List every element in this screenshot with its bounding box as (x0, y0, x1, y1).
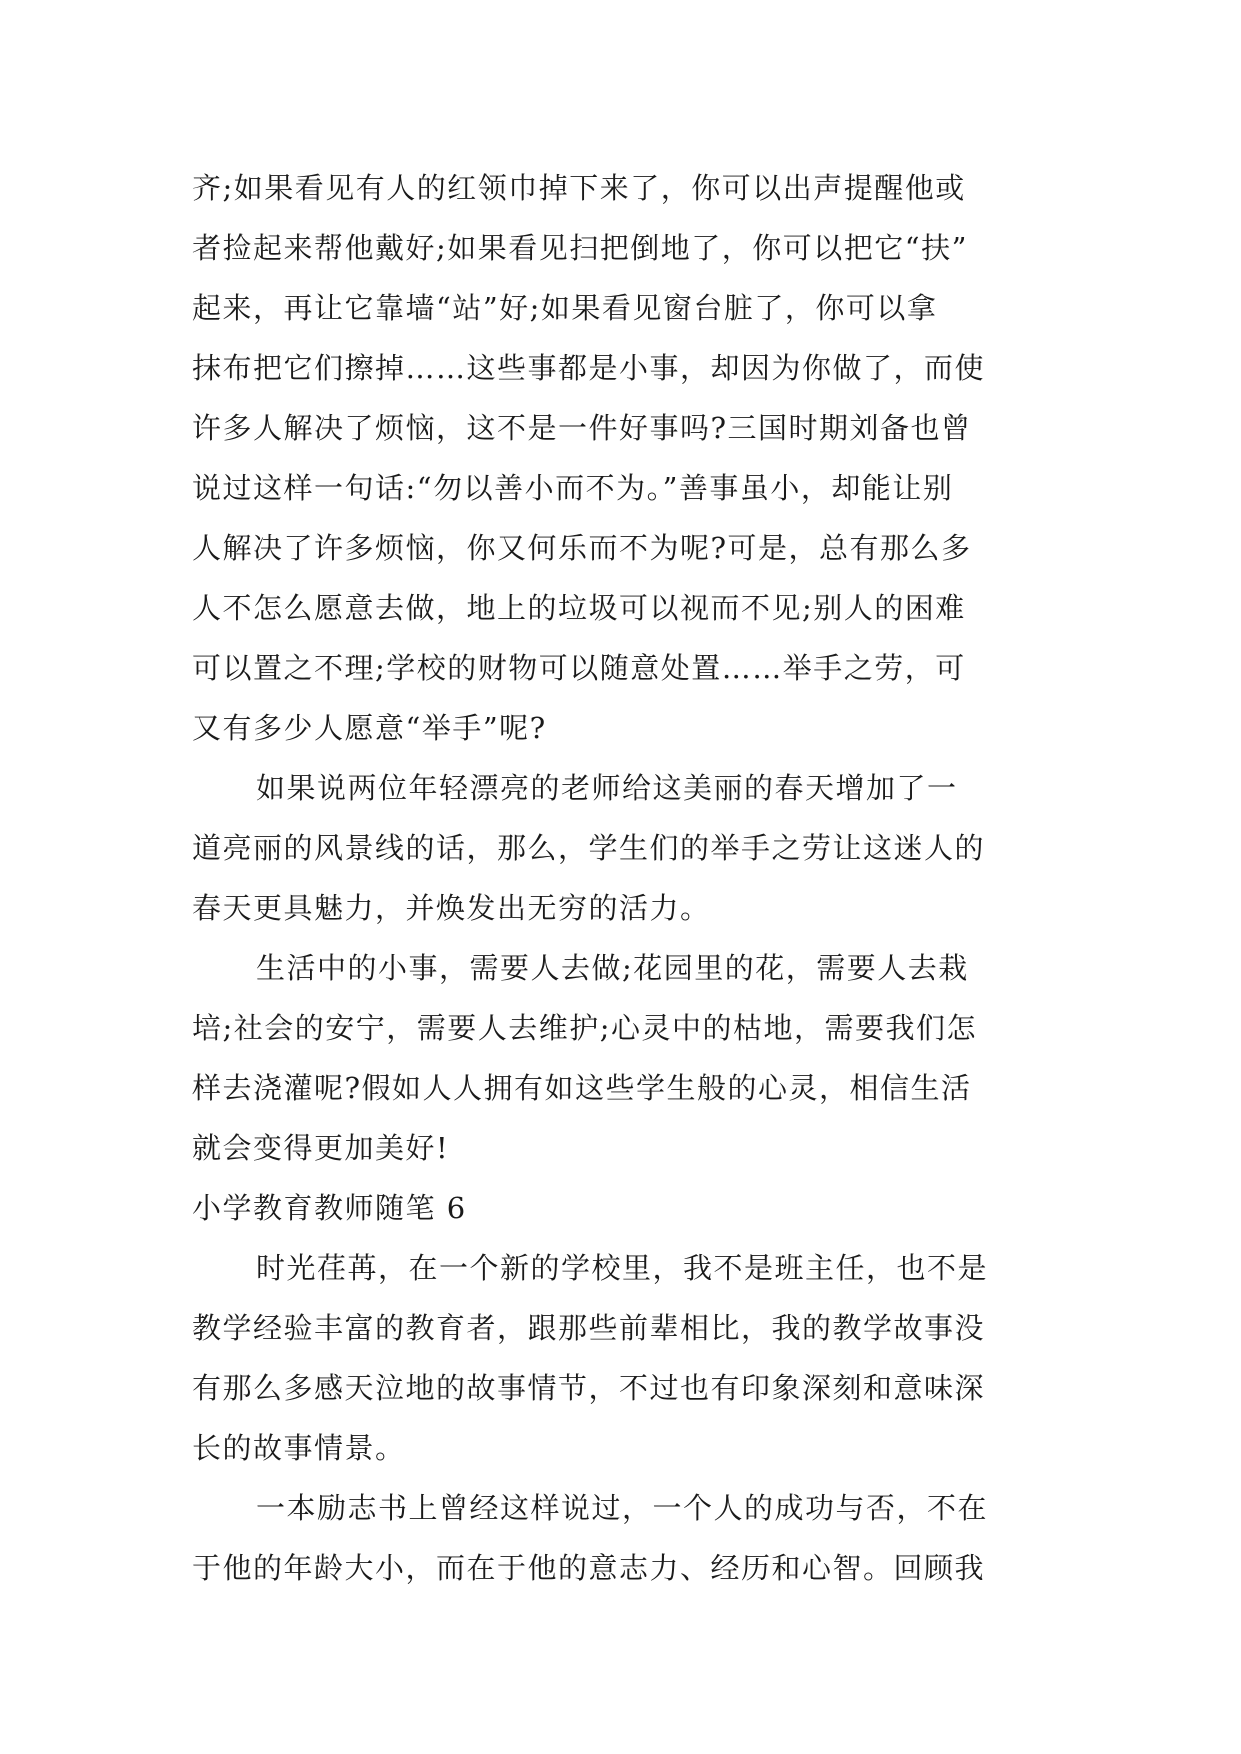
text-line: 抹布把它们擦掉……这些事都是小事，却因为你做了，而使 (192, 351, 986, 385)
text-line: 一本励志书上曾经这样说过，一个人的成功与否，不在 (256, 1491, 989, 1525)
section-heading: 小学教育教师随笔 6 (192, 1191, 467, 1225)
text-line: 说过这样一句话:“勿以善小而不为。”善事虽小，却能让别 (192, 471, 954, 505)
text-line: 起来，再让它靠墙“站”好;如果看见窗台脏了，你可以拿 (192, 291, 938, 325)
text-line: 人解决了许多烦恼，你又何乐而不为呢?可是，总有那么多 (192, 531, 972, 565)
paragraph (192, 1478, 1072, 1598)
text-line: 者捡起来帮他戴好;如果看见扫把倒地了，你可以把它“扶” (192, 231, 968, 265)
paragraph (192, 758, 1072, 938)
text-line: 人不怎么愿意去做，地上的垃圾可以视而不见;别人的困难 (192, 591, 966, 625)
text-line: 道亮丽的风景线的话，那么，学生们的举手之劳让这迷人的 (192, 831, 986, 865)
text-line: 就会变得更加美好! (192, 1131, 450, 1165)
text-line: 时光荏苒，在一个新的学校里，我不是班主任，也不是 (256, 1251, 989, 1285)
text-line: 齐;如果看见有人的红领巾掉下来了，你可以出声提醒他或 (192, 171, 966, 205)
text-line: 有那么多感天泣地的故事情节，不过也有印象深刻和意味深 (192, 1371, 986, 1405)
paragraph (192, 1238, 1072, 1478)
text-line: 样去浇灌呢?假如人人拥有如这些学生般的心灵，相信生活 (192, 1071, 972, 1105)
text-line: 许多人解决了烦恼，这不是一件好事吗?三国时期刘备也曾 (192, 411, 972, 445)
document-body (192, 158, 1072, 1598)
text-line: 可以置之不理;学校的财物可以随意处置……举手之劳，可 (192, 651, 966, 685)
text-line: 如果说两位年轻漂亮的老师给这美丽的春天增加了一 (256, 771, 958, 805)
text-line: 教学经验丰富的教育者，跟那些前辈相比，我的教学故事没 (192, 1311, 986, 1345)
text-line: 生活中的小事，需要人去做;花园里的花，需要人去栽 (256, 951, 969, 985)
text-line: 培;社会的安宁，需要人去维护;心灵中的枯地，需要我们怎 (192, 1011, 978, 1045)
text-line: 于他的年龄大小，而在于他的意志力、经历和心智。回顾我 (192, 1551, 986, 1585)
paragraph (192, 938, 1072, 1178)
text-line: 又有多少人愿意“举手”呢? (192, 711, 547, 745)
text-line: 春天更具魅力，并焕发出无穷的活力。 (192, 891, 711, 925)
text-line: 长的故事情景。 (192, 1431, 406, 1465)
paragraph (192, 158, 1072, 758)
